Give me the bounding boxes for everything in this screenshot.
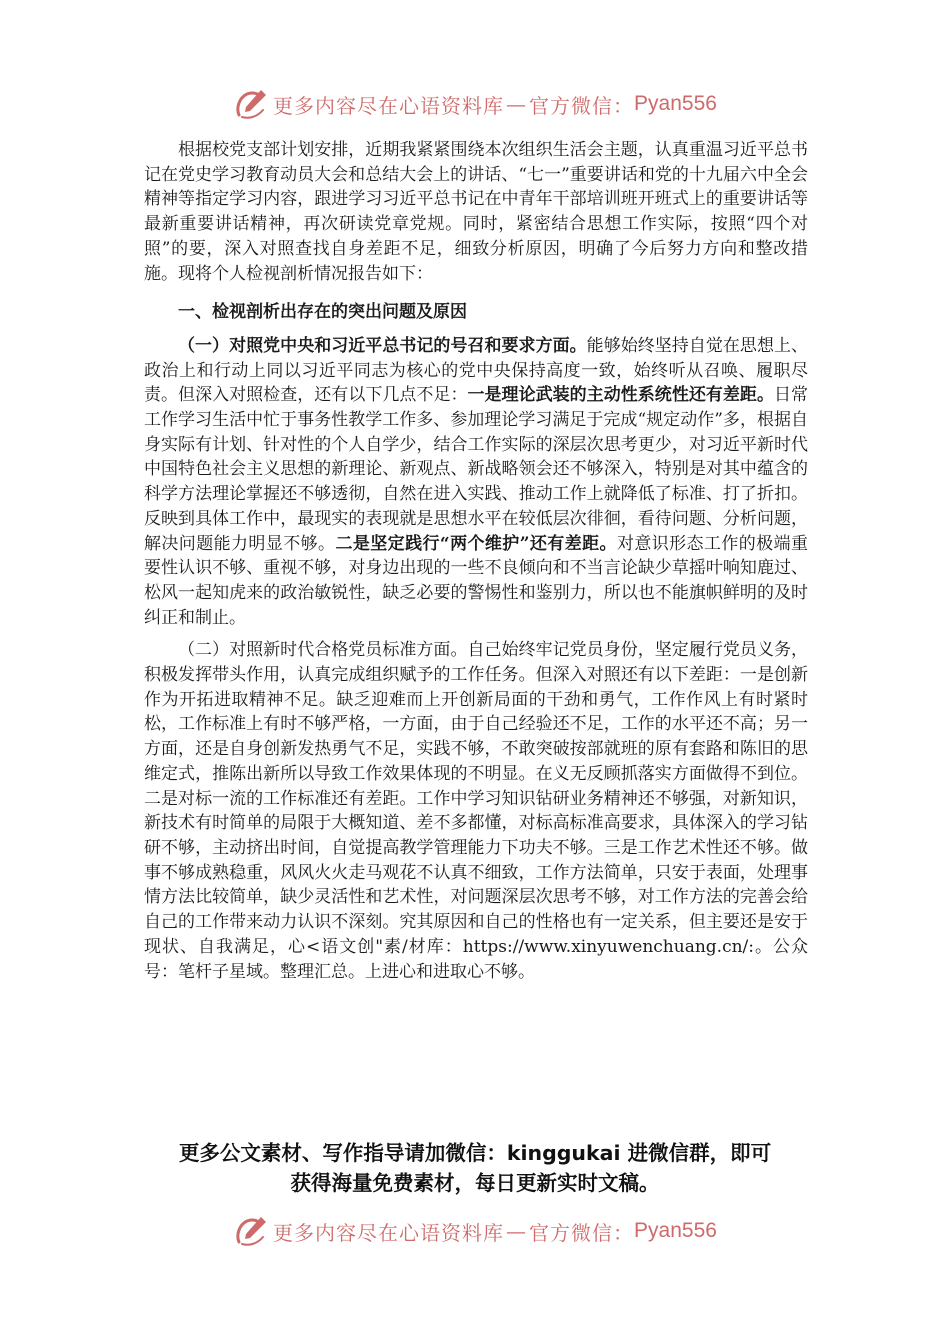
paragraph-one-text-b: 日常工作学习生活中忙于事务性教学工作多、参加理论学习满足于完成“规定动作”多，根据自身实际有计划、针对性的个人自学少，结合工作实际的深层次思考更少，对习近平新时代中国特色社会主义思想的新理论、新观点、新战略领会还不够深入，特别是对其中蕴含的科学方法理论掌握还不够透彻，自然在进入实践、推动工作上就降低了标准、打了折扣。反映到具体工作中，最现实的表现就是思想水平在较低层次徘徊，看待问题、分析问题，解决问题能力明显不够。 [144, 385, 809, 554]
banner-wechat-label: 官方微信： [529, 1220, 635, 1245]
banner-separator: — [506, 92, 528, 116]
promo-line-1: 更多公文素材、写作指导请加微信：kinggukai 进微信群，即可 [178, 1141, 772, 1165]
paragraph-two: （二）对照新时代合格党员标准方面。自己始终牢记党员身份，坚定履行党员义务，积极发挥带头作用，认真完成组织赋予的工作任务。但深入对照还有以下差距：一是创新作为开拓进取精神不足。缺乏迎难而上开创新局面的干劲和勇气，工作作风上有时紧时松，工作标准上有时不够严格，一方面，由于自己经验还不足，工作的水平还不高；另一方面，还是自身创新发热勇气不足，实践不够，不敢突破按部就班的原有套路和陈旧的思维定式，推陈出新所以导致工作效果体现的不明显。在义无反顾抓落实方面做得不到位。二是对标一流的工作标准还有差距。工作中学习知识钻研业务精神还不够强，对新知识，新技术有时简单的局限于大概知道、差不多都懂，对标高标准高要求，具体深入的学习钻研不够，主动挤出时间，自觉提高教学管理能力下功夫不够。三是工作艺术性还不够。做事不够成熟稳重，风风火火走马观花不认真不细致，工作方法简单，只安于表面，处理事情方法比较简单，缺少灵活性和艺术性，对问题深层次思考不够，对工作方法的完善会给自己的工作带来动力认识不深刻。究其原因和自己的性格也有一定关系，但主要还是安于现状、自我满足，心<语文创"素/材库：https://www.xinyuwenchuang.cn/:。公众号：笔杆子星域。整理汇总。上进心和进取心不够。 [144, 640, 808, 982]
intro-paragraph: 根据校党支部计划安排，近期我紧紧围绕本次组织生活会主题，认真重温习近平总书记在党史学习教育动员大会和总结大会上的讲话、“七一”重要讲话和党的十九届六中全会精神等指定学习内容，跟进学习习近平总书记在中青年干部培训班开班式上的重要讲话等最新重要讲话精神，再次研读党章党规。同时，紧密结合思想工作实际，按照“四个对照”的要，深入对照查找自身差距不足，细致分析原因，明确了今后努力方向和整改措施。现将个人检视剖析情况报告如下： [144, 140, 808, 284]
document-body [144, 138, 808, 984]
header-banner [0, 84, 950, 124]
banner-wechat-label: 官方微信： [529, 93, 635, 118]
footer-banner [0, 1211, 950, 1251]
banner-wechat-id: Pyan556 [634, 92, 717, 115]
promo-block [100, 1138, 850, 1198]
banner-text: 更多内容尽在心语资料库 [273, 93, 505, 118]
banner-wechat-id: Pyan556 [634, 1219, 717, 1242]
banner-separator: — [506, 1219, 528, 1243]
pen-logo-icon [233, 1213, 269, 1249]
paragraph-one-text-a: 能够始终坚持自觉在思想上、政治上和行动上同以习近平同志为核心的党中央保持高度一致，始终听从召唤、履职尽责。但深入对照检查，还有以下几点不足： [144, 335, 809, 406]
section-heading: 一、检视剖析出存在的突出问题及原因 [178, 302, 467, 323]
paragraph-one-text-c: 对意识形态工作的极端重要性认识不够、重视不够，对身边出现的一些不良倾向和不当言论缺少草摇叶响知鹿过、松风一起知虎来的政治敏锐性，缺乏必要的警惕性和鉴别力，所以也不能旗帜鲜明的及时纠正和制止。 [144, 533, 808, 628]
promo-line-2: 获得海量免费素材，每日更新实时文稿。 [290, 1171, 660, 1195]
paragraph-one-lead: （一）对照党中央和习近平总书记的号召和要求方面。 [178, 335, 587, 356]
banner-text: 更多内容尽在心语资料库 [273, 1220, 505, 1245]
paragraph-one-point-1: 一是理论武装的主动性系统性还有差距。 [467, 385, 774, 406]
pen-logo-icon [233, 86, 269, 122]
paragraph-one [144, 334, 808, 630]
paragraph-one-point-2: 二是坚定践行“两个维护”还有差距。 [335, 533, 617, 554]
